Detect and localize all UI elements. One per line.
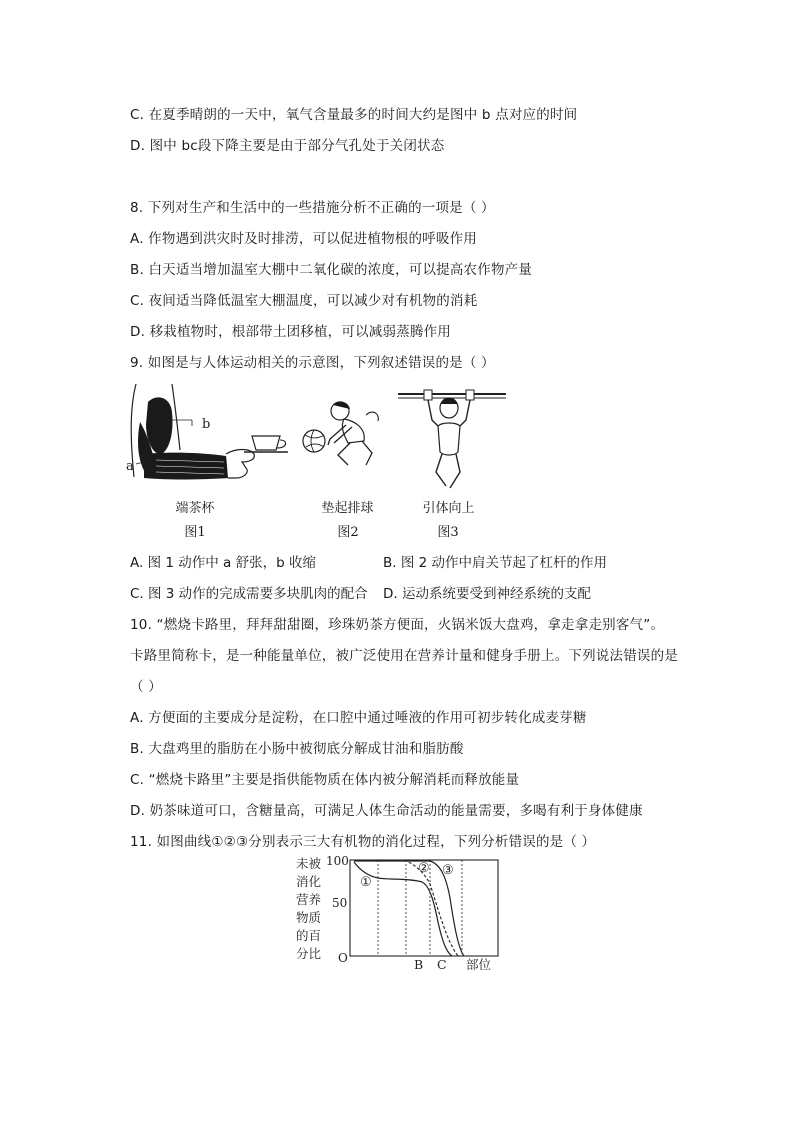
y-tick-100: 100 bbox=[326, 854, 349, 868]
q8-stem: 8. 下列对生产和生活中的一些措施分析不正确的一项是（ ） bbox=[130, 200, 495, 216]
figure-1-caption: 图1 bbox=[184, 525, 206, 540]
curve-3-label: ③ bbox=[442, 863, 454, 878]
x-axis-label: 部位 bbox=[466, 957, 492, 972]
figure-1-arm-illustration bbox=[126, 382, 296, 492]
q8-option-b: B. 白天适当增加温室大棚中二氧化碳的浓度，可以提高农作物产量 bbox=[130, 262, 533, 278]
curve-1-label: ① bbox=[360, 875, 372, 890]
y-tick-50: 50 bbox=[332, 896, 348, 910]
figure-2-action-label: 垫起排球 bbox=[321, 501, 374, 516]
q10-stem-line3: （ ） bbox=[130, 679, 162, 695]
q10-stem-line1: 10. “燃烧卡路里，拜拜甜甜圈，珍珠奶茶方便面，火锅米饭大盘鸡，拿走拿走别客气”。 bbox=[130, 617, 665, 633]
figure-1-label-a: a bbox=[126, 459, 134, 474]
y-axis-label-line-6: 分比 bbox=[296, 946, 322, 961]
q10-option-a: A. 方便面的主要成分是淀粉，在口腔中通过唾液的作用可初步转化成麦芽糖 bbox=[130, 710, 587, 726]
y-axis-label-line-5: 的百 bbox=[296, 928, 322, 943]
q9-option-c: C. 图 3 动作的完成需要多块肌肉的配合 bbox=[130, 586, 368, 602]
figure-3-action-label: 引体向上 bbox=[422, 501, 475, 516]
figure-2-volleyball-illustration bbox=[300, 395, 400, 470]
y-axis-label-line-4: 物质 bbox=[296, 910, 322, 925]
q10-option-b: B. 大盘鸡里的脂肪在小肠中被彻底分解成甘油和脂肪酸 bbox=[130, 741, 464, 757]
q8-option-c: C. 夜间适当降低温室大棚温度，可以减少对有机物的消耗 bbox=[130, 293, 478, 309]
origin-label: O bbox=[338, 951, 348, 965]
q11-stem: 11. 如图曲线①②③分别表示三大有机物的消化过程，下列分析错误的是（ ） bbox=[130, 834, 596, 850]
curve-2-label: ② bbox=[418, 861, 430, 876]
figure-2-caption: 图2 bbox=[337, 525, 359, 540]
figure-1-action-label: 端茶杯 bbox=[175, 501, 215, 516]
figure-3-caption: 图3 bbox=[437, 525, 459, 540]
q9-option-d: D. 运动系统要受到神经系统的支配 bbox=[383, 586, 591, 602]
y-axis-label-line-3: 营养 bbox=[296, 892, 322, 907]
q10-option-d: D. 奶茶味道可口，含糖量高，可满足人体生命活动的能量需要，多喝有利于身体健康 bbox=[130, 803, 643, 819]
prev-option-c: C. 在夏季晴朗的一天中，氧气含量最多的时间大约是图中 b 点对应的时间 bbox=[130, 107, 578, 123]
y-axis-label-line-1: 未被 bbox=[296, 856, 322, 871]
digestion-curve-figure bbox=[294, 852, 504, 972]
figure-3-pullup-illustration bbox=[396, 386, 508, 496]
x-label-c: C bbox=[437, 957, 447, 972]
y-axis-label-line-2: 消化 bbox=[296, 874, 322, 889]
q9-option-a: A. 图 1 动作中 a 舒张，b 收缩 bbox=[130, 555, 316, 571]
q10-option-c: C. “燃烧卡路里”主要是指供能物质在体内被分解消耗而释放能量 bbox=[130, 772, 520, 788]
q8-option-d: D. 移栽植物时，根部带土团移植，可以减弱蒸腾作用 bbox=[130, 324, 451, 340]
q8-option-a: A. 作物遇到洪灾时及时排涝，可以促进植物根的呼吸作用 bbox=[130, 231, 477, 247]
x-label-b: B bbox=[414, 957, 424, 972]
q9-stem: 9. 如图是与人体运动相关的示意图，下列叙述错误的是（ ） bbox=[130, 355, 495, 371]
q10-stem-line2: 卡路里简称卡，是一种能量单位，被广泛使用在营养计量和健身手册上。下列说法错误的是 bbox=[130, 648, 678, 664]
figure-1-label-b: b bbox=[202, 417, 211, 432]
prev-option-d: D. 图中 bc段下降主要是由于部分气孔处于关闭状态 bbox=[130, 138, 445, 154]
y-axis-label bbox=[296, 856, 322, 961]
q9-option-b: B. 图 2 动作中肩关节起了杠杆的作用 bbox=[383, 555, 608, 571]
